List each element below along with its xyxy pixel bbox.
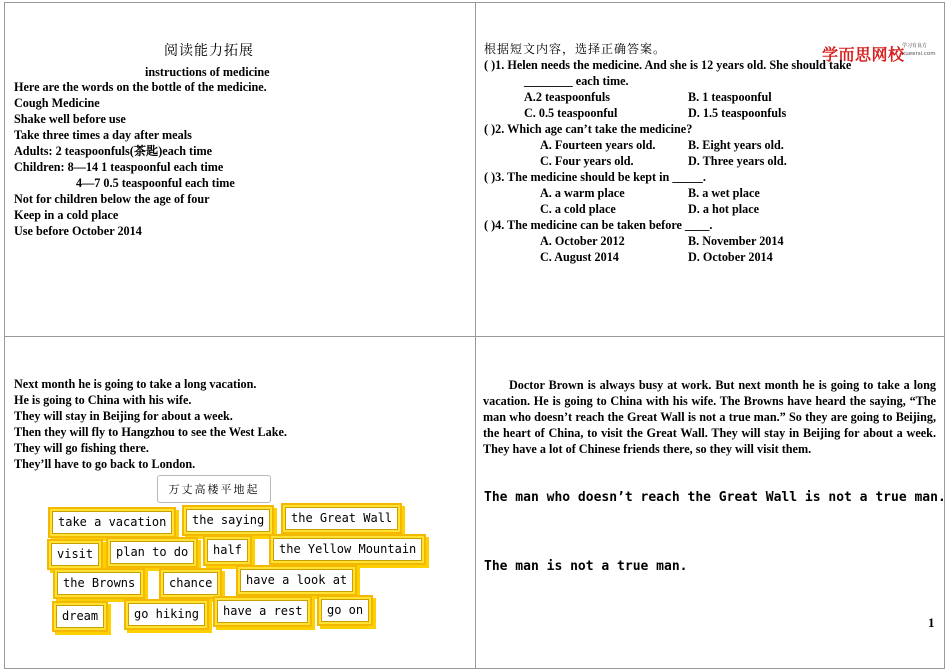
phrase-have-a-rest[interactable]: have a rest (217, 600, 308, 623)
q3-option-c[interactable]: C. a cold place (540, 202, 616, 216)
q3-option-d[interactable]: D. a hot place (688, 202, 760, 216)
panel1-line-keep: Keep in a cold place (14, 208, 119, 222)
phrase-the-saying[interactable]: the saying (186, 509, 270, 532)
phrase-the-great-wall[interactable]: the Great Wall (285, 507, 398, 530)
story-paragraph: Doctor Brown is always busy at work. But next month he is going to take a long vacation. He is going to China with his wife. The Browns have heard the saying, “The man who doesn’t reach the Great Wall is not a true man.” So they are going to Beijing, the heart of China, to visit the Great Wall. They will stay in Beijing for about a week. They have a lot of Chinese friends there, so they will visit them. (483, 378, 936, 456)
phrase-the-browns[interactable]: the Browns (57, 572, 141, 595)
horizontal-divider (4, 336, 945, 337)
panel3-line-beijing: They will stay in Beijing for about a week. (14, 409, 233, 423)
logo-brand: 学而思网校 (822, 45, 905, 64)
q3-option-b[interactable]: B. a wet place (688, 186, 760, 200)
panel1-line-use-before: Use before October 2014 (14, 224, 142, 238)
q2-option-d[interactable]: D. Three years old. (688, 154, 787, 168)
panel2-instruction: 根据短文内容，选择正确答案。 (484, 42, 667, 56)
q1-option-b[interactable]: B. 1 teaspoonful (688, 90, 772, 104)
phrase-take-a-vacation[interactable]: take a vacation (52, 511, 172, 534)
panel3-line-fishing: They will go fishing there. (14, 441, 149, 455)
logo-url: xueersi.com (902, 51, 936, 57)
q1-stem: ( )1. Helen needs the medicine. And she is 12 years old. She should take (484, 58, 852, 72)
logo-sub: 学习有良方 (902, 43, 928, 49)
q3-option-a[interactable]: A. a warm place (540, 186, 625, 200)
phrase-go-on[interactable]: go on (321, 599, 369, 622)
panel1-line-children-small: 4—7 0.5 teaspoonful each time (76, 176, 235, 190)
phrase-dream[interactable]: dream (56, 605, 104, 628)
phrase-half[interactable]: half (207, 539, 248, 562)
panel3-line-london: They’ll have to go back to London. (14, 457, 196, 471)
motto-box: 万丈高楼平地起 (157, 475, 271, 503)
q1-stem-cont: ________ each time. (524, 74, 629, 88)
panel1-line-shake: Shake well before use (14, 112, 126, 126)
panel1-line-children: Children: 8—14 1 teaspoonful each time (14, 160, 224, 174)
q2-option-c[interactable]: C. Four years old. (540, 154, 634, 168)
q4-option-a[interactable]: A. October 2012 (540, 234, 625, 248)
q2-stem: ( )2. Which age can’t take the medicine? (484, 122, 693, 136)
phrase-visit[interactable]: visit (51, 543, 99, 566)
phrase-plan-to-do[interactable]: plan to do (110, 541, 194, 564)
q1-option-a[interactable]: A.2 teaspoonfuls (524, 90, 611, 104)
phrase-go-hiking[interactable]: go hiking (128, 603, 205, 626)
panel1-line-not-for: Not for children below the age of four (14, 192, 210, 206)
q4-option-c[interactable]: C. August 2014 (540, 250, 619, 264)
page-number: 1 (928, 615, 935, 630)
panel1-subtitle: instructions of medicine (145, 65, 270, 79)
q4-option-b[interactable]: B. November 2014 (688, 234, 784, 248)
q4-option-d[interactable]: D. October 2014 (688, 250, 773, 264)
q2-option-a[interactable]: A. Fourteen years old. (540, 138, 656, 152)
panel3-line-china: He is going to China with his wife. (14, 393, 192, 407)
panel1-line-adults: Adults: 2 teaspoonfuls(茶匙)each time (14, 144, 213, 158)
q1-option-c[interactable]: C. 0.5 teaspoonful (524, 106, 618, 120)
saying-sentence-full: The man who doesn’t reach the Great Wall is not a true man. (484, 490, 946, 505)
phrase-have-a-look-at[interactable]: have a look at (240, 569, 353, 592)
phrase-chance[interactable]: chance (163, 572, 218, 595)
panel1-line-intro: Here are the words on the bottle of the medicine. (14, 80, 267, 94)
panel3-line-vacation: Next month he is going to take a long vacation. (14, 377, 257, 391)
q2-option-b[interactable]: B. Eight years old. (688, 138, 784, 152)
panel1-title: 阅读能力拓展 (164, 43, 254, 59)
q3-stem: ( )3. The medicine should be kept in _____. (484, 170, 706, 184)
phrase-the-yellow-mountain[interactable]: the Yellow Mountain (273, 538, 422, 561)
panel1-line-cough-medicine: Cough Medicine (14, 96, 100, 110)
q1-option-d[interactable]: D. 1.5 teaspoonfuls (688, 106, 787, 120)
panel1-line-take: Take three times a day after meals (14, 128, 192, 142)
panel3-line-hangzhou: Then they will fly to Hangzhou to see the West Lake. (14, 425, 287, 439)
q4-stem: ( )4. The medicine can be taken before ____. (484, 218, 713, 232)
saying-sentence-gapped: The man is not a true man. (484, 559, 688, 574)
